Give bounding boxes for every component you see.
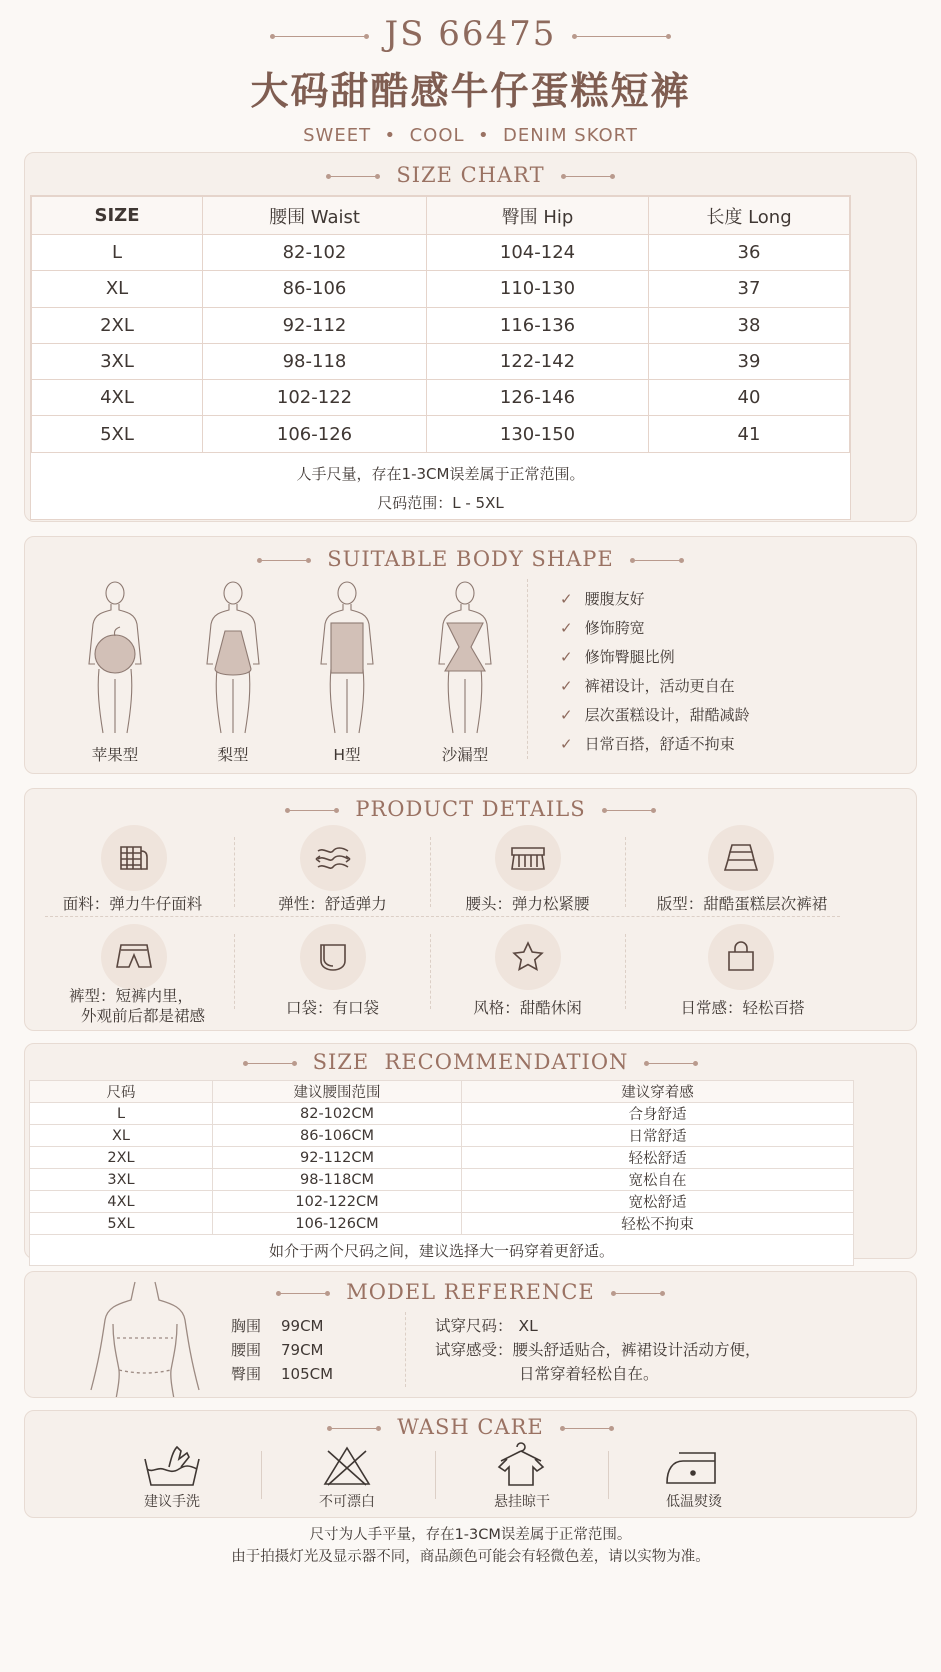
footer-line2: 由于拍摄灯光及显示器不同，商品颜色可能会有轻微色差，请以实物为准。: [231, 1549, 710, 1565]
product-code: JS 66475: [384, 14, 557, 54]
recommendation-box: [29, 1080, 854, 1266]
measure-item: 胸围 99CM: [231, 1317, 324, 1335]
check-icon: ✓: [560, 677, 573, 695]
size-chart-cell: 3XL: [32, 343, 203, 379]
wash-care-title: WASH CARE: [397, 1415, 544, 1439]
model-fit: 试穿尺码： XL 试穿感受：腰头舒适贴合，裤裙设计活动方便， 日常穿着轻松自在。: [435, 1314, 761, 1386]
length-header: 长度 Long: [649, 197, 850, 235]
size-chart-cell: 37: [649, 271, 850, 307]
feature-item: ✓ 层次蛋糕设计，甜酷减龄: [560, 706, 750, 724]
size-chart-cell: 39: [649, 343, 850, 379]
shorts-icon: [101, 924, 167, 990]
feature-item: ✓ 修饰胯宽: [560, 619, 645, 637]
pocket-icon: [300, 924, 366, 990]
detail-pocket-label: 口袋：有口袋: [285, 999, 379, 1017]
size-chart-panel: [24, 152, 917, 522]
size-chart-row: [32, 235, 850, 271]
fabric-icon: [101, 825, 167, 891]
recommendation-row: [30, 1103, 854, 1125]
size-chart-cell: 106-126: [203, 416, 427, 452]
size-chart-cell: 122-142: [427, 343, 649, 379]
size-chart-cell: 38: [649, 307, 850, 343]
size-chart-table: [31, 196, 850, 453]
product-details-title: PRODUCT DETAILS: [355, 797, 586, 821]
footer: [0, 1524, 941, 1568]
detail-stretch-label: 弹性：舒适弹力: [278, 895, 387, 913]
recommendation-cell: 3XL: [30, 1169, 213, 1191]
size-chart-row: [32, 271, 850, 307]
recommendation-row: [30, 1169, 854, 1191]
size-chart-note: 人手尺量，存在1-3CM误差属于正常范围。: [296, 464, 585, 483]
size-chart-cell: 110-130: [427, 271, 649, 307]
star-icon: [495, 924, 561, 990]
size-chart-cell: 92-112: [203, 307, 427, 343]
recommendation-cell: 合身舒适: [462, 1103, 854, 1125]
recommendation-cell: 102-122CM: [213, 1191, 462, 1213]
model-reference-panel: [24, 1271, 917, 1398]
size-recommendation-title: SIZE RECOMMENDATION: [312, 1050, 629, 1074]
feature-item: ✓ 腰腹友好: [560, 590, 645, 608]
size-chart-cell: 86-106: [203, 271, 427, 307]
detail-type-label: 裤型：短裤内里， 外观前后都是裙感: [69, 987, 206, 1025]
feature-item: ✓ 修饰臀腿比例: [560, 648, 675, 666]
body-silhouette-icon: [85, 579, 145, 737]
features-list: [560, 585, 750, 759]
size-header: SIZE: [32, 197, 203, 235]
recommendation-cell: 2XL: [30, 1147, 213, 1169]
recommendation-cell: L: [30, 1103, 213, 1125]
recommendation-row: [30, 1213, 854, 1235]
size-chart-cell: 4XL: [32, 380, 203, 416]
body-shape-panel: [24, 536, 917, 774]
size-chart-title: SIZE CHART: [396, 163, 545, 187]
body-shape-figure: [317, 579, 377, 741]
recommendation-cell: XL: [30, 1125, 213, 1147]
size-recommendation-panel: [24, 1043, 917, 1259]
recommendation-note: 如介于两个尺码之间，建议选择大一码穿着更舒适。: [29, 1235, 854, 1266]
check-icon: ✓: [560, 648, 573, 666]
size-chart-cell: 126-146: [427, 380, 649, 416]
header: [0, 14, 941, 146]
body-shape-label: 沙漏型: [441, 746, 489, 764]
size-chart-row: [32, 380, 850, 416]
check-icon: ✓: [560, 590, 573, 608]
size-chart-cell: 41: [649, 416, 850, 452]
bag-icon: [708, 924, 774, 990]
model-measurements: [231, 1314, 333, 1386]
size-chart-cell: 102-122: [203, 380, 427, 416]
recommendation-cell: 98-118CM: [213, 1169, 462, 1191]
body-shape-figure: [435, 579, 495, 741]
wash-hang-label: 悬挂晾干: [494, 1494, 550, 1510]
body-shape-title: SUITABLE BODY SHAPE: [327, 547, 614, 571]
hip-header: 臀围 Hip: [427, 197, 649, 235]
wash-bleach-label: 不可漂白: [319, 1494, 375, 1510]
size-chart-cell: 82-102: [203, 235, 427, 271]
check-icon: ✓: [560, 706, 573, 724]
detail-style-label: 风格：甜酷休闲: [473, 999, 582, 1017]
measure-item: 臀围 105CM: [231, 1365, 334, 1383]
recommendation-cell: 日常舒适: [462, 1125, 854, 1147]
product-details-panel: [24, 788, 917, 1031]
body-silhouette-icon: [203, 579, 263, 737]
feature-item: ✓ 日常百搭，舒适不拘束: [560, 735, 735, 753]
model-feel-line1: 腰头舒适贴合，裤裙设计活动方便，: [512, 1341, 761, 1359]
recommendation-cell: 5XL: [30, 1213, 213, 1235]
recommendation-row: [30, 1147, 854, 1169]
recommendation-cell: 轻松不拘束: [462, 1213, 854, 1235]
footer-line1: 尺寸为人手平量，存在1-3CM误差属于正常范围。: [309, 1527, 632, 1543]
size-chart-cell: XL: [32, 271, 203, 307]
detail-fabric-label: 面料：弹力牛仔面料: [62, 895, 203, 913]
check-icon: ✓: [560, 735, 573, 753]
measure-item: 腰围 79CM: [231, 1341, 324, 1359]
recommendation-cell: 宽松自在: [462, 1169, 854, 1191]
body-silhouette-icon: [317, 579, 377, 737]
size-chart-row: [32, 343, 850, 379]
wash-care-panel: [24, 1410, 917, 1518]
body-shape-figure: [85, 579, 145, 741]
size-chart-cell: 104-124: [427, 235, 649, 271]
recommendation-row: [30, 1191, 854, 1213]
size-chart-cell: L: [32, 235, 203, 271]
recommendation-cell: 4XL: [30, 1191, 213, 1213]
product-title: 大码甜酷感牛仔蛋糕短裤: [250, 68, 691, 113]
model-size: XL: [518, 1317, 538, 1335]
stretch-icon: [300, 825, 366, 891]
no-bleach-icon: [322, 1445, 372, 1487]
recommendation-cell: 宽松舒适: [462, 1191, 854, 1213]
product-subtitle: SWEET • COOL • DENIM SKORT: [303, 125, 638, 146]
recommendation-cell: 92-112CM: [213, 1147, 462, 1169]
recommendation-table: 尺码 建议腰围范围 建议穿着感 L 82-102CM 合身舒适 XL 86-106CM 日常舒适 2XL 92-112CM 轻松舒适 3XL 98-118CM 宽松自在 4XL 102-122CM 宽松舒适 5XL 106-126CM 轻松不拘束: [29, 1080, 854, 1235]
waist-header: 腰围 Waist: [203, 197, 427, 235]
size-chart-cell: 130-150: [427, 416, 649, 452]
size-range: 尺码范围：L - 5XL: [377, 493, 504, 512]
recommendation-cell: 106-126CM: [213, 1213, 462, 1235]
size-chart-cell: 98-118: [203, 343, 427, 379]
body-shape-label: H型: [333, 746, 361, 764]
recommendation-cell: 82-102CM: [213, 1103, 462, 1125]
wash-iron-label: 低温熨烫: [666, 1494, 722, 1510]
recommendation-cell: 轻松舒适: [462, 1147, 854, 1169]
size-chart-cell: 5XL: [32, 416, 203, 452]
model-feel-line2: 日常穿着轻松自在。: [519, 1365, 659, 1383]
check-icon: ✓: [560, 619, 573, 637]
waistband-icon: [495, 825, 561, 891]
size-chart-row: [32, 416, 850, 452]
cake-skirt-icon: [708, 825, 774, 891]
model-reference-title: MODEL REFERENCE: [346, 1280, 595, 1304]
body-shape-label: 梨型: [217, 746, 249, 764]
size-chart-cell: 116-136: [427, 307, 649, 343]
recommendation-row: [30, 1125, 854, 1147]
body-shape-label: 苹果型: [91, 746, 139, 764]
body-silhouette-icon: [435, 579, 495, 737]
recommendation-cell: 86-106CM: [213, 1125, 462, 1147]
hand-wash-icon: [143, 1445, 201, 1487]
body-shape-figure: [203, 579, 263, 741]
feature-item: ✓ 裤裙设计，活动更自在: [560, 677, 735, 695]
wash-hand-label: 建议手洗: [144, 1494, 200, 1510]
detail-daily-label: 日常感：轻松百搭: [680, 999, 805, 1017]
detail-cut-label: 版型：甜酷蛋糕层次裤裙: [656, 895, 828, 913]
size-chart-cell: 2XL: [32, 307, 203, 343]
size-chart-row: [32, 307, 850, 343]
size-chart-cell: 40: [649, 380, 850, 416]
size-chart-cell: 36: [649, 235, 850, 271]
hang-dry-icon: [495, 1441, 547, 1487]
detail-waistband-label: 腰头：弹力松紧腰: [465, 895, 590, 913]
size-chart-box: [30, 195, 851, 520]
low-iron-icon: [665, 1447, 723, 1487]
